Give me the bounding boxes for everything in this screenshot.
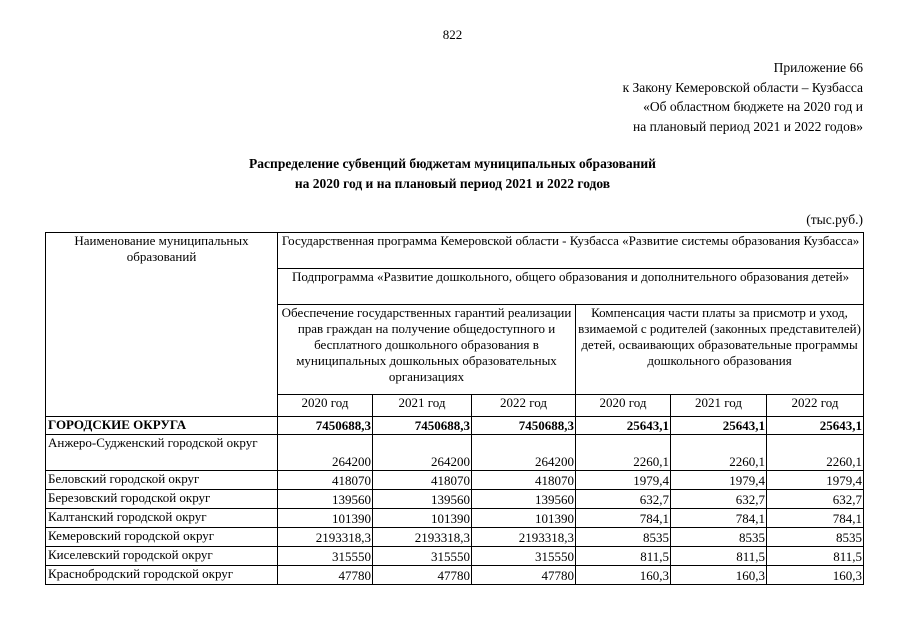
row-name: Калтанский городской округ <box>46 509 278 528</box>
year-header: 2021 год <box>373 395 472 417</box>
cell-value: 160,3 <box>576 566 671 585</box>
row-name: Березовский городской округ <box>46 490 278 509</box>
cell-value: 418070 <box>278 471 373 490</box>
row-name: Беловский городской округ <box>46 471 278 490</box>
row-name: Киселевский городской округ <box>46 547 278 566</box>
row-name: Кемеровский городской округ <box>46 528 278 547</box>
document-title <box>0 154 905 194</box>
cell-value: 2260,1 <box>576 435 671 471</box>
table-row <box>46 566 864 585</box>
total-row <box>46 417 864 435</box>
cell-value: 47780 <box>472 566 576 585</box>
year-header: 2022 год <box>767 395 864 417</box>
cell-value: 160,3 <box>767 566 864 585</box>
row-name: ГОРОДСКИЕ ОКРУГА <box>46 417 278 435</box>
cell-value: 25643,1 <box>767 417 864 435</box>
title-line-2: на 2020 год и на плановый период 2021 и 2022 годов <box>294 176 611 191</box>
cell-value: 25643,1 <box>671 417 767 435</box>
table-row <box>46 509 864 528</box>
appendix-line-2: к Закону Кемеровской области – Кузбасса <box>622 79 863 95</box>
appendix-line-1: Приложение 66 <box>773 60 863 75</box>
cell-value: 101390 <box>472 509 576 528</box>
cell-value: 632,7 <box>671 490 767 509</box>
cell-value: 418070 <box>373 471 472 490</box>
cell-value: 139560 <box>278 490 373 509</box>
cell-value: 632,7 <box>576 490 671 509</box>
cell-value: 7450688,3 <box>472 417 576 435</box>
page-number: 822 <box>442 27 463 42</box>
cell-value: 101390 <box>373 509 472 528</box>
column-group-compensation: Компенсация части платы за присмотр и уход, взимаемой с родителей (законных представителей) детей, осваивающих образовательные программы дошкольного образования <box>576 305 864 395</box>
cell-value: 418070 <box>472 471 576 490</box>
cell-value: 7450688,3 <box>373 417 472 435</box>
cell-value: 8535 <box>767 528 864 547</box>
cell-value: 2193318,3 <box>278 528 373 547</box>
appendix-line-3: «Об областном бюджете на 2020 год и <box>643 99 863 114</box>
subprogram-header: Подпрограмма «Развитие дошкольного, общего образования и дополнительного образования детей» <box>278 269 864 305</box>
cell-value: 1979,4 <box>576 471 671 490</box>
row-name: Краснобродский городской округ <box>46 566 278 585</box>
cell-value: 1979,4 <box>671 471 767 490</box>
cell-value: 101390 <box>278 509 373 528</box>
cell-value: 315550 <box>278 547 373 566</box>
cell-value: 47780 <box>373 566 472 585</box>
year-header: 2022 год <box>472 395 576 417</box>
cell-value: 25643,1 <box>576 417 671 435</box>
cell-value: 7450688,3 <box>278 417 373 435</box>
cell-value: 8535 <box>671 528 767 547</box>
units-label: (тыс.руб.) <box>806 212 863 227</box>
title-line-1: Распределение субвенций бюджетам муниципальных образований <box>249 156 656 171</box>
cell-value: 811,5 <box>671 547 767 566</box>
cell-value: 264200 <box>373 435 472 471</box>
year-header: 2020 год <box>278 395 373 417</box>
cell-value: 2193318,3 <box>373 528 472 547</box>
cell-value: 315550 <box>373 547 472 566</box>
cell-value: 632,7 <box>767 490 864 509</box>
row-name: Анжеро-Судженский городской округ <box>46 435 278 471</box>
cell-value: 8535 <box>576 528 671 547</box>
cell-value: 47780 <box>278 566 373 585</box>
table-row <box>46 435 864 471</box>
cell-value: 139560 <box>373 490 472 509</box>
table-row <box>46 547 864 566</box>
cell-value: 2193318,3 <box>472 528 576 547</box>
appendix-reference <box>623 58 863 136</box>
name-column-header: Наименование муниципальных образований <box>46 233 278 417</box>
cell-value: 1979,4 <box>767 471 864 490</box>
subventions-table <box>45 232 864 585</box>
appendix-line-4: на плановый период 2021 и 2022 годов» <box>632 118 863 134</box>
cell-value: 784,1 <box>671 509 767 528</box>
cell-value: 811,5 <box>576 547 671 566</box>
cell-value: 139560 <box>472 490 576 509</box>
cell-value: 784,1 <box>767 509 864 528</box>
cell-value: 264200 <box>278 435 373 471</box>
cell-value: 2260,1 <box>671 435 767 471</box>
year-header: 2020 год <box>576 395 671 417</box>
table-row <box>46 528 864 547</box>
column-group-guarantees: Обеспечение государственных гарантий реализации прав граждан на получение общедоступного и бесплатного дошкольного образования в муниципальных дошкольных образовательных организациях <box>278 305 576 395</box>
cell-value: 160,3 <box>671 566 767 585</box>
table-row <box>46 471 864 490</box>
program-header: Государственная программа Кемеровской области - Кузбасса «Развитие системы образования Кузбасса» <box>278 233 864 269</box>
cell-value: 2260,1 <box>767 435 864 471</box>
cell-value: 811,5 <box>767 547 864 566</box>
year-header: 2021 год <box>671 395 767 417</box>
table-row <box>46 490 864 509</box>
cell-value: 264200 <box>472 435 576 471</box>
cell-value: 315550 <box>472 547 576 566</box>
cell-value: 784,1 <box>576 509 671 528</box>
